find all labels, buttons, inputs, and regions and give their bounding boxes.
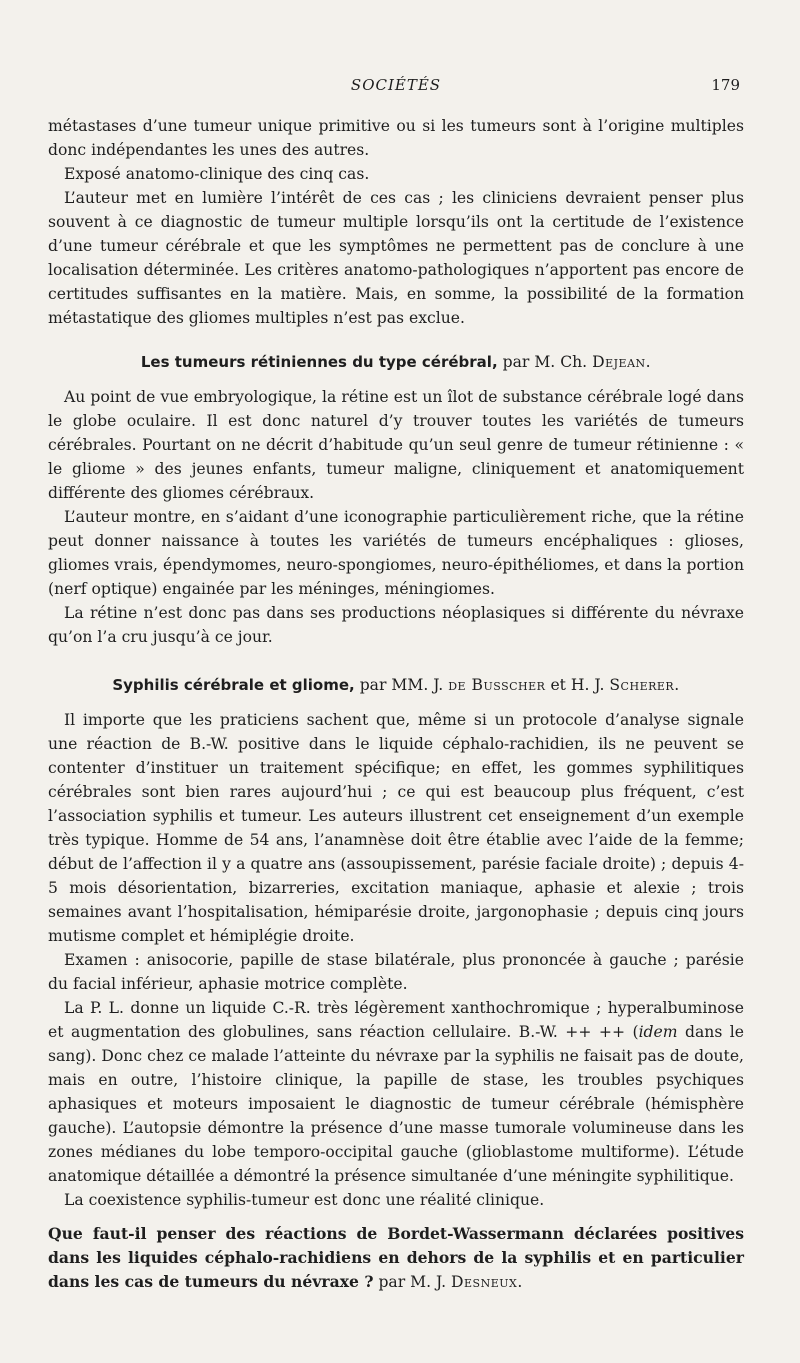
intro-paragraph-3: L’auteur met en lumière l’intérêt de ces cas ; les cliniciens devraient penser plus souvent à ce diagnostic de tumeur multiple lorsqu’ils ont la certitude de l’existence d’une tumeur cérébrale et que les symptômes ne permettent pas de conclure à une localisation déterminée. Les critères anatomo-pathologiques n’apportent pas encore de certitudes suffisantes en la matière. Mais, en somme, la possibilité de la formation métastatique des gliomes multiples n’est pas exclue. <box>48 189 744 327</box>
running-head <box>48 76 744 100</box>
syphilis-paragraph-1: Il importe que les praticiens sachent que, même si un protocole d’analyse signale une réaction de B.-W. positive dans le liquide céphalo-rachidien, ils ne peuvent se contenter d’instituer un traitement spécifique; en effet, les gommes syphilitiques cérébrales sont bien rares aujourd’hui ; ce qui est beaucoup plus fréquent, c’est l’association syphilis et tumeur. Les auteurs illustrent cet enseignement d’un exemple très typique. Homme de 54 ans, l’anamnèse doit être établie avec l’aide de la femme; début de l’affection il y a quatre ans (assoupissement, parésie faciale droite) ; depuis 4-5 mois désorientation, bizarreries, excitation maniaque, aphasie et alexie ; trois semaines avant l’hospitalisation, hémiparésie droite, jargonophasie ; depuis cinq jours mutisme complet et hémiplégie droite. <box>48 711 744 945</box>
section-title-syphilis: Syphilis cérébrale et gliome, <box>112 676 355 694</box>
syphilis-paragraph-3 <box>48 996 744 1188</box>
section-author-retina: Dejean. <box>592 353 652 371</box>
syphilis-paragraph-3-part-a: La P. L. donne un liquide C.-R. très légèrement xanthochromique ; hyperalbuminose et augmentation des globulines, sans réaction cellulaire. B.-W. ++ ++ ( <box>48 999 744 1041</box>
retina-paragraph-1: Au point de vue embryologique, la rétine est un îlot de substance cérébrale logé dans le globe oculaire. Il est donc naturel d’y trouver toutes les variétés de tumeurs cérébrales. Pourtant on ne décrit d’habitude qu’un seul genre de tumeur rétinienne : « le gliome » des jeunes enfants, tumeur maligne, cliniquement et anatomiquement différente des gliomes cérébraux. <box>48 388 744 502</box>
retina-block <box>48 385 744 649</box>
section-byline-bordet-wassermann: par M. J. <box>378 1273 447 1291</box>
retina-paragraph-2: L’auteur montre, en s’aidant d’une iconographie particulièrement riche, que la rétine peut donner naissance à toutes les variétés de tumeurs encéphaliques : glioses, gliomes vrais, épendymomes, neuro-spongiomes, neuro-épithéliomes, et dans la portion (nerf optique) engainée par les méninges, méningiomes. <box>48 508 744 598</box>
section-title-bordet-wassermann: Que faut-il penser des réactions de Bordet-Wassermann déclarées positives dans les liquides céphalo-rachidiens en dehors de la syphilis et en particulier dans les cas de tumeurs du névraxe ? <box>48 1224 744 1291</box>
syphilis-paragraph-3-part-b: dans le sang). Donc chez ce malade l’atteinte du névraxe par la syphilis ne faisait pas de doute, mais en outre, l’histoire clinique, la papille de stase, les troubles psychiques aphasiques et moteurs imposaient le diagnostic de tumeur cérébrale (hémisphère gauche). L’autopsie démontre la présence d’une masse tumorale volumineuse dans les zones médianes du lobe temporo-occipital gauche (glioblastome multiforme). L’étude anatomique détaillée a démontré la présence simultanée d’une méningite syphilitique. <box>48 1023 744 1185</box>
intro-block <box>48 114 744 330</box>
section-author-2-syphilis: Scherer. <box>609 676 680 694</box>
section-heading-retina <box>48 350 744 374</box>
retina-paragraph-3: La rétine n’est donc pas dans ses productions néoplasiques si différente du névraxe qu’on l’a cru jusqu’à ce jour. <box>48 604 744 646</box>
section-byline-and-syphilis: et H. J. <box>550 676 605 694</box>
section-byline-retina: par M. Ch. <box>502 353 588 371</box>
syphilis-paragraph-2: Examen : anisocorie, papille de stase bilatérale, plus prononcée à gauche ; parésie du facial inférieur, aphasie motrice complète. <box>48 951 744 993</box>
section-heading-bordet-wassermann <box>48 1222 744 1294</box>
syphilis-block <box>48 708 744 1212</box>
running-title: SOCIÉTÉS <box>350 76 442 94</box>
section-heading-syphilis <box>48 673 744 697</box>
page-number: 179 <box>711 76 740 94</box>
section-author-bordet-wassermann: Desneux. <box>451 1273 523 1291</box>
section-author-1-syphilis: de Busscher <box>448 676 546 694</box>
section-title-retina: Les tumeurs rétiniennes du type cérébral, <box>140 353 498 371</box>
intro-paragraph-1: métastases d’une tumeur unique primitive ou si les tumeurs sont à l’origine multiples donc indépendantes les unes des autres. <box>48 117 744 159</box>
section-byline-syphilis: par MM. J. <box>359 676 444 694</box>
syphilis-paragraph-4: La coexistence syphilis-tumeur est donc une réalité clinique. <box>64 1191 545 1209</box>
intro-paragraph-2: Exposé anatomo-clinique des cinq cas. <box>64 165 370 183</box>
idem-word: idem <box>638 1023 678 1041</box>
